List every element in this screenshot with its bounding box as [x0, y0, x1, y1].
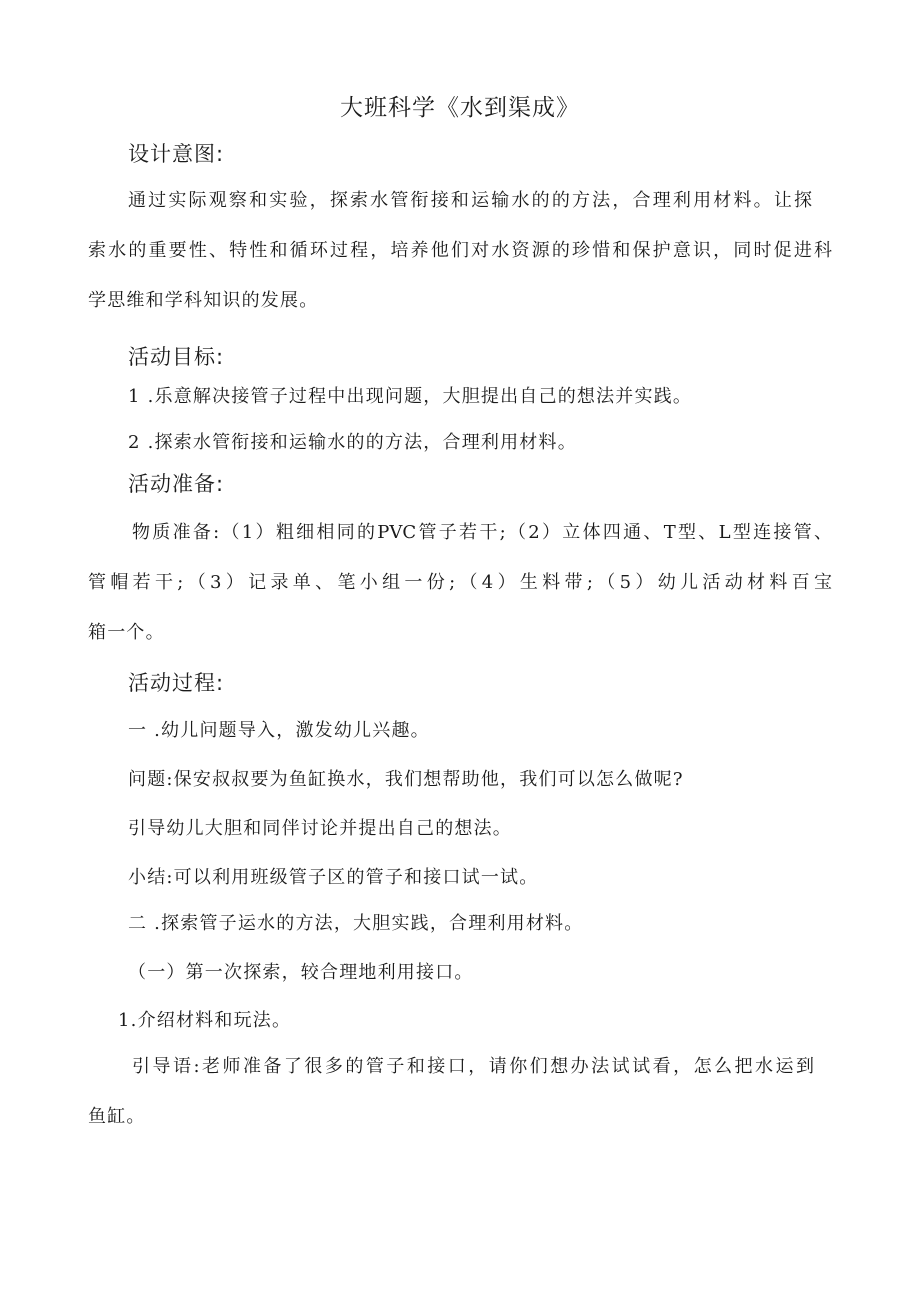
process-line: 引导幼儿大胆和同伴讨论并提出自己的想法。: [128, 818, 512, 839]
section-heading-preparation: 活动准备:: [128, 472, 225, 496]
paragraph-line: 通过实际观察和实验，探索水管衔接和运输水的的方法，合理利用材料。让探: [128, 190, 812, 211]
paragraph-line: 索水的重要性、特性和循环过程，培养他们对水资源的珍惜和保护意识，同时促进科: [88, 240, 832, 261]
section-heading-goals: 活动目标:: [128, 345, 225, 369]
paragraph-line: 管帽若干;（3）记录单、笔小组一份;（4）生料带;（5）幼儿活动材料百宝: [88, 572, 832, 593]
paragraph-line: 箱一个。: [88, 622, 165, 643]
process-line: 鱼缸。: [88, 1106, 146, 1127]
process-line: 小结:可以利用班级管子区的管子和接口试一试。: [128, 867, 539, 888]
process-line: 问题:保安叔叔要为鱼缸换水，我们想帮助他，我们可以怎么做呢?: [128, 769, 684, 790]
section-heading-process: 活动过程:: [128, 671, 225, 695]
process-line: 1.介绍材料和玩法。: [118, 1010, 292, 1031]
goal-item: 1 .乐意解决接管子过程中出现问题，大胆提出自己的想法并实践。: [128, 386, 693, 407]
process-line: 引导语:老师准备了很多的管子和接口，请你们想办法试试看，怎么把水运到: [132, 1056, 814, 1077]
paragraph-line: 物质准备:（1）粗细相同的PVC管子若干;（2）立体四通、T型、L型连接管、: [132, 522, 832, 543]
process-line: 一 .幼儿问题导入，激发幼儿兴趣。: [128, 720, 430, 741]
document-title: 大班科学《水到渠成》: [340, 95, 580, 121]
paragraph-line: 学思维和学科知识的发展。: [88, 290, 319, 311]
process-line: （一）第一次探索，较合理地利用接口。: [128, 962, 474, 983]
goal-item: 2 .探索水管衔接和运输水的的方法，合理利用材料。: [128, 432, 577, 453]
process-line: 二 .探索管子运水的方法，大胆实践，合理利用材料。: [128, 913, 584, 934]
section-heading-design-intent: 设计意图:: [128, 142, 225, 166]
